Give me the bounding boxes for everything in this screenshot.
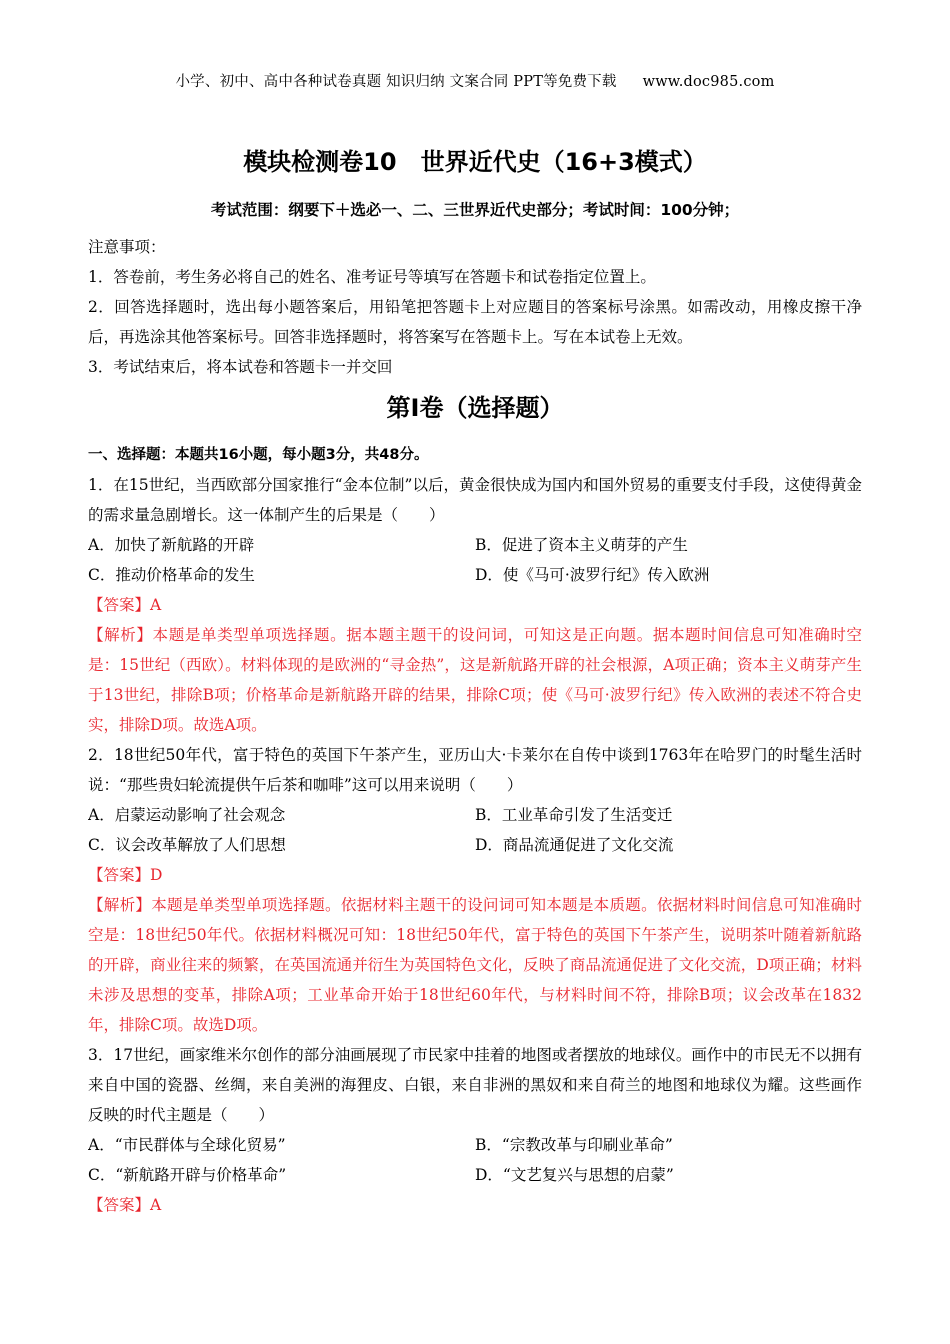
analysis-text: 【解析】本题是单类型单项选择题。据本题主题干的设问词，可知这是正向题。据本题时间信息可知准确时空是：15世纪（西欧）。材料体现的是欧洲的“寻金热”，这是新航路开辟的社会根源，A项正确；资本主义萌芽产生于13世纪，排除B项；价格革命是新航路开辟的结果，排除C项；使《马可·波罗行纪》传入欧洲的表述不符合史实，排除D项。故选A项。 (88, 626, 862, 734)
exam-title: 模块检测卷10 世界近代史（16+3模式） (243, 148, 707, 176)
options-row (88, 560, 862, 590)
option-c: C．“新航路开辟与价格革命” (88, 1166, 287, 1184)
document-body (88, 232, 862, 1220)
option-c: C．议会改革解放了人们思想 (88, 836, 286, 854)
option-b: B．工业革命引发了生活变迁 (475, 806, 673, 824)
header-site-text: 小学、初中、高中各种试卷真题 知识归纳 文案合同 PPT等免费下载 (175, 74, 617, 90)
section-title: 一、选择题：本题共16小题，每小题3分，共48分。 (88, 447, 429, 463)
exam-scope: 考试范围：纲要下＋选必一、二、三世界近代史部分；考试时间：100分钟； (210, 201, 740, 219)
answer-label: 【答案】D (88, 866, 163, 884)
notice-item: 3．考试结束后，将本试卷和答题卡一并交回 (88, 358, 393, 376)
option-c: C．推动价格革命的发生 (88, 566, 255, 584)
question-stem: 3．17世纪，画家维米尔创作的部分油画展现了市民家中挂着的地图或者摆放的地球仪。画作中的市民无不以拥有来自中国的瓷器、丝绸，来自美洲的海狸皮、白银，来自非洲的黑奴和来自荷兰的地图和地球仪为耀。这些画作反映的时代主题是（ ） (88, 1046, 862, 1124)
question-stem: 1．在15世纪，当西欧部分国家推行“金本位制”以后，黄金很快成为国内和国外贸易的重要支付手段，这使得黄金的需求量急剧增长。这一体制产生的后果是（ ） (88, 476, 862, 524)
analysis-text: 【解析】本题是单类型单项选择题。依据材料主题干的设问词可知本题是本质题。依据材料时间信息可知准确时空是：18世纪50年代。依据材料概况可知：18世纪50年代，富于特色的英国下午茶产生，说明茶叶随着新航路的开辟，商业往来的频繁，在英国流通并衍生为英国特色文化，反映了商品流通促进了文化交流，D项正确；材料未涉及思想的变革，排除A项；工业革命开始于18世纪60年代，与材料时间不符，排除B项；议会改革在1832年，排除C项。故选D项。 (88, 896, 862, 1034)
options-row (88, 830, 862, 860)
option-d: D．“文艺复兴与思想的启蒙” (475, 1166, 674, 1184)
page-header (0, 70, 950, 91)
notice-item: 1．答卷前，考生务必将自己的姓名、准考证号等填写在答题卡和试卷指定位置上。 (88, 268, 656, 286)
options-row (88, 530, 862, 560)
option-b: B．促进了资本主义萌芽的产生 (475, 536, 688, 554)
option-b: B．“宗教改革与印刷业革命” (475, 1136, 673, 1154)
option-a: A．启蒙运动影响了社会观念 (88, 806, 286, 824)
option-a: A．加快了新航路的开辟 (88, 536, 255, 554)
option-a: A．“市民群体与全球化贸易” (88, 1136, 286, 1154)
notice-heading: 注意事项： (88, 238, 166, 256)
header-url[interactable]: www.doc985.com (642, 74, 775, 90)
question-stem: 2．18世纪50年代，富于特色的英国下午茶产生，亚历山大·卡莱尔在自传中谈到1763年在哈罗门的时髦生活时说：“那些贵妇轮流提供午后茶和咖啡”这可以用来说明（ ） (88, 746, 862, 794)
options-row (88, 1160, 862, 1190)
answer-label: 【答案】A (88, 1196, 162, 1214)
option-d: D．使《马可·波罗行纪》传入欧洲 (475, 566, 710, 584)
options-row (88, 1130, 862, 1160)
options-row (88, 800, 862, 830)
answer-label: 【答案】A (88, 596, 162, 614)
option-d: D．商品流通促进了文化交流 (475, 836, 674, 854)
notice-item: 2．回答选择题时，选出每小题答案后，用铅笔把答题卡上对应题目的答案标号涂黑。如需改动，用橡皮擦干净后，再选涂其他答案标号。回答非选择题时，将答案写在答题卡上。写在本试卷上无效。 (88, 298, 862, 346)
part-title: 第I卷（选择题） (386, 394, 564, 422)
